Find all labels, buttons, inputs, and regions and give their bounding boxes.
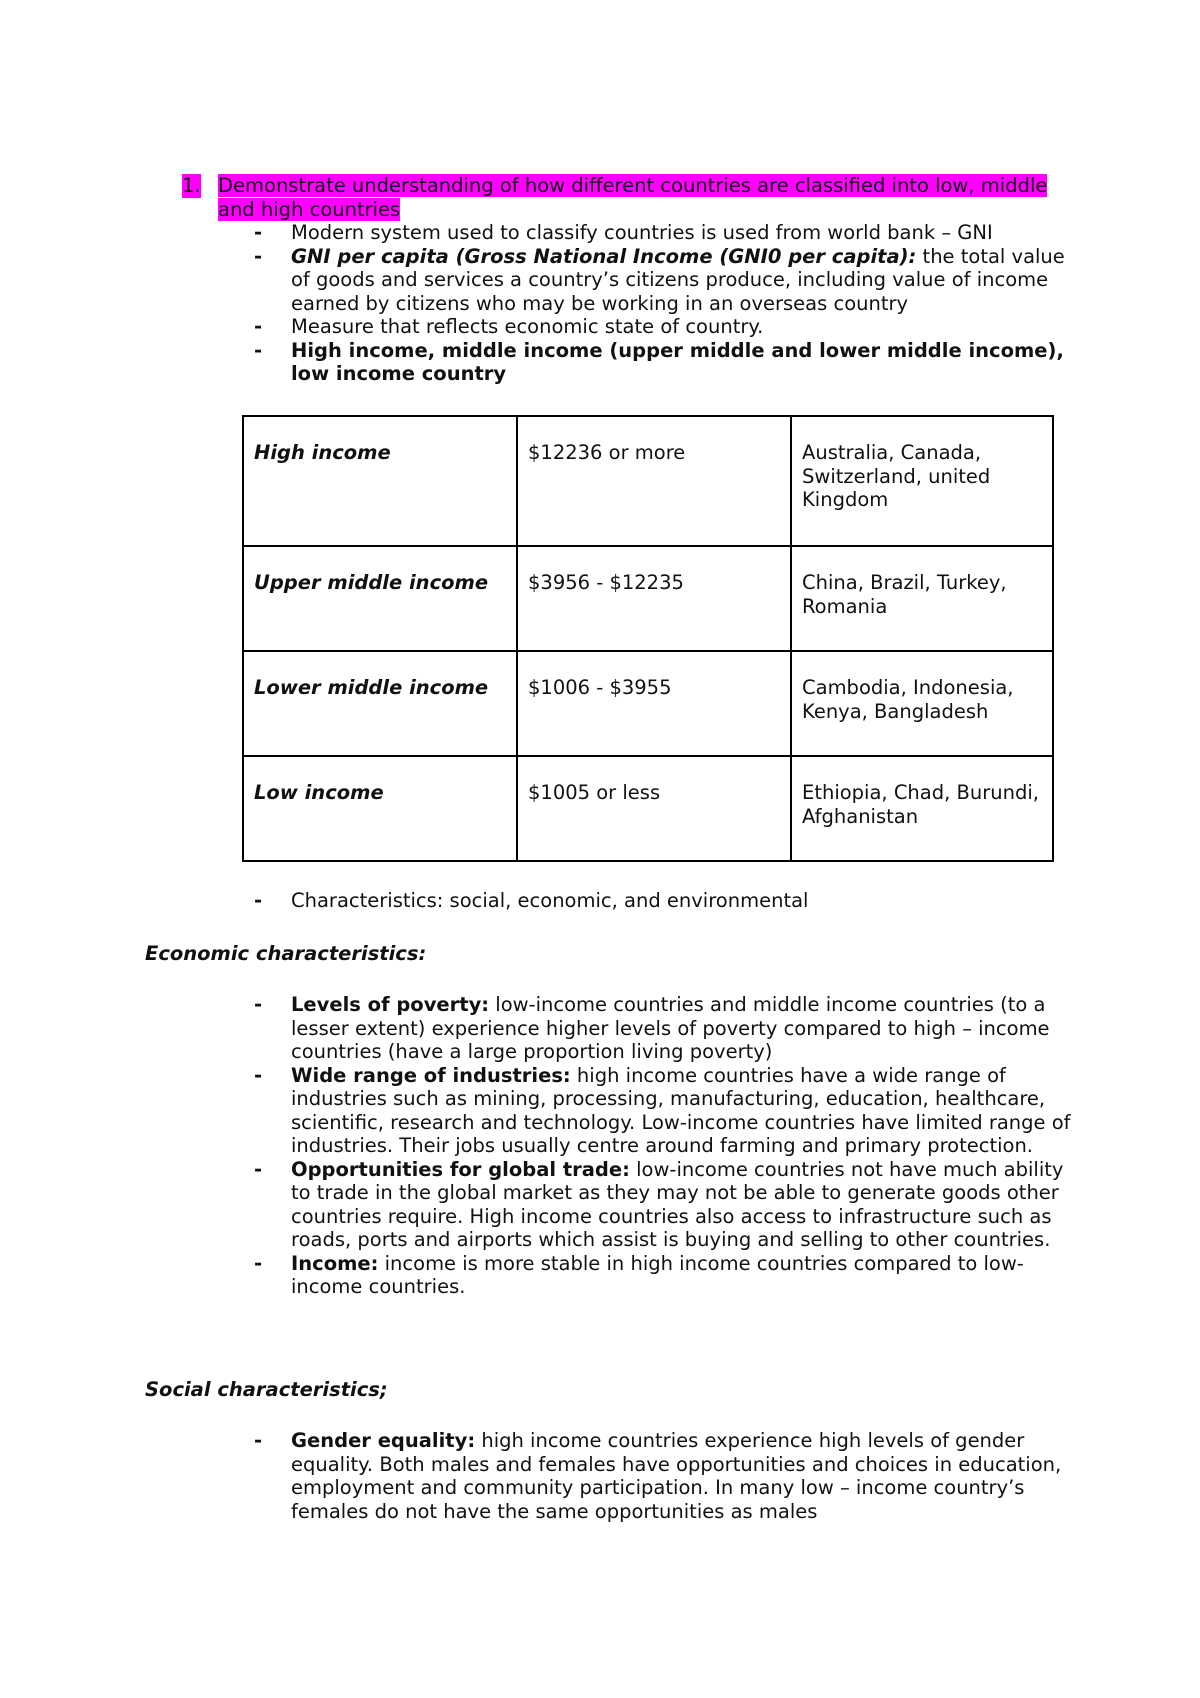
table-cell-category: Upper middle income — [243, 546, 517, 651]
table-cell-range: $1005 or less — [517, 756, 791, 861]
list-item: - Opportunities for global trade: low-income countries not have much ability to trade in the global market as they may not be able to generate goods other countries require. High income countries also access to infrastructure such as roads, ports and airports which assist is buying and selling to other countries. — [254, 1157, 1064, 1251]
table-cell-examples: Australia, Canada, Switzerland, united Kingdom — [791, 416, 1053, 546]
list-item: - High income, middle income (upper middle and lower middle income), low income country — [254, 338, 1064, 385]
characteristics-bullet-list — [254, 889, 1084, 913]
table-row — [243, 546, 1053, 651]
table-cell-examples: Ethiopia, Chad, Burundi, Afghanistan — [791, 756, 1053, 861]
table-cell-category: Lower middle income — [243, 651, 517, 756]
list-item: - GNI per capita (Gross National Income (GNI0 per capita): the total value of goods and services a country’s citizens produce, including value of income earned by citizens who may be working in an overseas country — [254, 244, 1065, 315]
list-item: - Wide range of industries: high income countries have a wide range of industries such as mining, processing, manufacturing, education, healthcare, scientific, research and technology. Low-income countries have limited range of industries. Their jobs usually centre around farming and primary protection. — [254, 1063, 1071, 1157]
list-item: - Characteristics: social, economic, and environmental — [254, 889, 809, 912]
table-row — [243, 756, 1053, 861]
gni-term: GNI per capita (Gross National Income (GNI0 per capita): — [291, 244, 917, 268]
economic-bullet-list — [254, 993, 1084, 1299]
table-cell-category: Low income — [243, 756, 517, 861]
list-item: - Measure that reflects economic state of country. — [254, 315, 764, 338]
table-cell-range: $12236 or more — [517, 416, 791, 546]
table-cell-examples: Cambodia, Indonesia, Kenya, Bangladesh — [791, 651, 1053, 756]
table-cell-category: High income — [243, 416, 517, 546]
income-classification-table — [242, 415, 1054, 862]
list-item: - Income: income is more stable in high income countries compared to low-income countries. — [254, 1251, 1024, 1298]
list-item: - Gender equality: high income countries experience high levels of gender equality. Both males and females have opportunities and choices in education, employment and community participation. In many low – income country’s females do not have the same opportunities as males — [254, 1429, 1062, 1523]
table-cell-examples: China, Brazil, Turkey, Romania — [791, 546, 1053, 651]
table-cell-range: $3956 - $12235 — [517, 546, 791, 651]
list-item: - Levels of poverty: low-income countries and middle income countries (to a lesser extent) experience higher levels of poverty compared to high – income countries (have a large proportion living poverty) — [254, 993, 1050, 1063]
social-characteristics-title: Social characteristics; — [145, 1378, 388, 1401]
intro-bullet-list — [254, 221, 1084, 386]
heading-number: 1. — [182, 174, 201, 197]
table-cell-range: $1006 - $3955 — [517, 651, 791, 756]
list-item: - Modern system used to classify countries is used from world bank – GNI — [254, 221, 993, 244]
heading-text: Demonstrate understanding of how different countries are classified into low, middle and high countries — [218, 174, 1048, 221]
economic-characteristics-title: Economic characteristics: — [145, 942, 427, 965]
table-row — [243, 651, 1053, 756]
table-row — [243, 416, 1053, 546]
social-bullet-list — [254, 1429, 1084, 1523]
